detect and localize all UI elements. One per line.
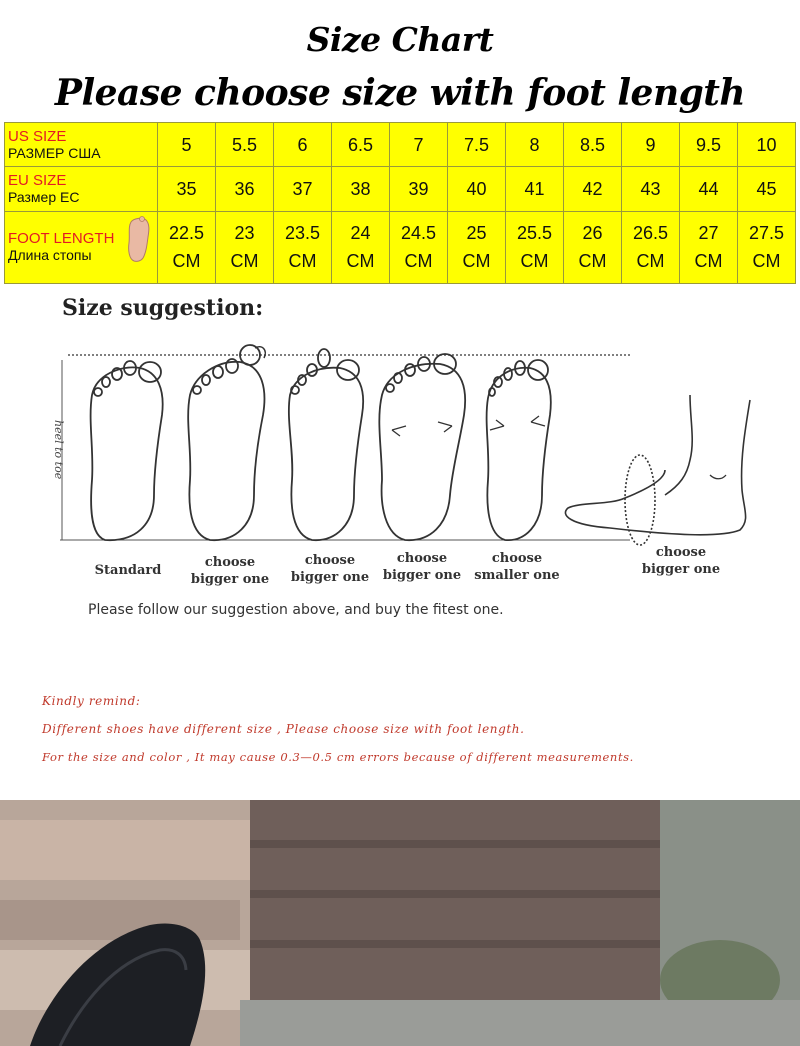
- size-value: 6: [297, 134, 308, 155]
- size-chart-title: Size Chart: [306, 20, 494, 59]
- size-value: 27: [698, 223, 719, 244]
- size-value: 9: [645, 134, 656, 155]
- size-cell: [564, 123, 622, 167]
- size-unit: CM: [694, 251, 723, 272]
- size-value: 44: [698, 179, 719, 200]
- caption-bunion: choose bigger one: [190, 555, 270, 587]
- size-value: 6.5: [347, 134, 374, 155]
- size-cell: [564, 211, 622, 283]
- size-cell: [448, 167, 506, 211]
- size-cell: [332, 123, 390, 167]
- size-value: 10: [756, 134, 777, 155]
- size-cell: [216, 211, 274, 283]
- size-suggestion-title: Size suggestion:: [62, 295, 264, 321]
- size-value: 35: [176, 179, 197, 200]
- shoe-photo-image: [0, 800, 800, 1046]
- size-cell: [738, 123, 796, 167]
- size-unit: CM: [578, 251, 607, 272]
- size-cell: [158, 167, 216, 211]
- caption-wide: choose bigger one: [382, 551, 462, 583]
- size-cell: [390, 211, 448, 283]
- size-value: 27.5: [748, 223, 785, 244]
- size-value: 24: [350, 223, 371, 244]
- row-label-ru: РАЗМЕР США: [8, 144, 101, 161]
- size-table: [4, 122, 796, 284]
- foot-wide-icon: [379, 354, 465, 540]
- row-header: [5, 211, 158, 283]
- size-cell: [216, 167, 274, 211]
- foot-length-row: [5, 211, 796, 283]
- size-cell: [158, 123, 216, 167]
- size-unit: CM: [636, 251, 665, 272]
- size-cell: [738, 211, 796, 283]
- size-unit: CM: [520, 251, 549, 272]
- size-value: 22.5: [168, 223, 205, 244]
- caption-narrow: choose smaller one: [474, 551, 560, 583]
- size-chart-subtitle: Please choose size with foot length: [54, 72, 746, 114]
- caption-high-instep: choose bigger one: [641, 545, 721, 577]
- size-value: 26: [582, 223, 603, 244]
- row-header: [5, 167, 158, 211]
- size-value: 23.5: [284, 223, 321, 244]
- size-value: 36: [234, 179, 255, 200]
- size-cell: [680, 123, 738, 167]
- row-header: [5, 123, 158, 167]
- size-value: 5: [181, 134, 192, 155]
- row-label: US SIZE: [8, 127, 67, 145]
- size-cell: [680, 211, 738, 283]
- size-value: 26.5: [632, 223, 669, 244]
- size-cell: [506, 167, 564, 211]
- size-cell: [332, 211, 390, 283]
- size-cell: [622, 211, 680, 283]
- us-size-row: [5, 123, 796, 167]
- size-value: 38: [350, 179, 371, 200]
- size-cell: [622, 123, 680, 167]
- size-cell: [622, 167, 680, 211]
- size-cell: [390, 167, 448, 211]
- size-cell: [564, 167, 622, 211]
- size-cell: [158, 211, 216, 283]
- follow-suggestion-text: Please follow our suggestion above, and buy the fitest one.: [88, 602, 504, 618]
- size-cell: [274, 211, 332, 283]
- foot-long-toe-icon: [289, 349, 363, 540]
- remind-heading: Kindly remind:: [42, 694, 141, 708]
- size-value: 5.5: [231, 134, 258, 155]
- size-value: 43: [640, 179, 661, 200]
- row-label-ru: Размер ЕС: [8, 189, 80, 206]
- size-value: 23: [234, 223, 255, 244]
- size-cell: [448, 211, 506, 283]
- remind-line-1: Different shoes have different size , Please choose size with foot length.: [42, 722, 525, 736]
- size-value: 40: [466, 179, 487, 200]
- size-unit: CM: [404, 251, 433, 272]
- size-value: 24.5: [400, 223, 437, 244]
- foot-bunion-icon: [188, 345, 265, 540]
- foot-high-instep-icon: [565, 395, 750, 545]
- size-value: 42: [582, 179, 603, 200]
- row-label-ru: Длина стопы: [8, 247, 92, 264]
- foot-standard-icon: [91, 361, 163, 540]
- size-value: 41: [524, 179, 545, 200]
- size-value: 37: [292, 179, 313, 200]
- size-cell: [448, 123, 506, 167]
- size-value: 8.5: [579, 134, 606, 155]
- size-cell: [390, 123, 448, 167]
- size-unit: CM: [346, 251, 375, 272]
- size-unit: CM: [288, 251, 317, 272]
- size-unit: CM: [752, 251, 781, 272]
- foot-sole-icon: [125, 215, 153, 263]
- size-value: 9.5: [695, 134, 722, 155]
- size-unit: CM: [462, 251, 491, 272]
- size-value: 25: [466, 223, 487, 244]
- size-cell: [274, 167, 332, 211]
- size-value: 25.5: [516, 223, 553, 244]
- size-cell: [738, 167, 796, 211]
- size-value: 39: [408, 179, 429, 200]
- eu-size-row: [5, 167, 796, 211]
- row-label: EU SIZE: [8, 172, 67, 190]
- size-cell: [506, 123, 564, 167]
- size-cell: [216, 123, 274, 167]
- size-value: 7.5: [463, 134, 490, 155]
- heel-to-toe-label: heel to toe: [52, 420, 65, 480]
- size-cell: [680, 167, 738, 211]
- size-value: 7: [413, 134, 424, 155]
- size-unit: CM: [230, 251, 259, 272]
- size-cell: [332, 167, 390, 211]
- size-unit: CM: [172, 251, 201, 272]
- remind-line-2: For the size and color , It may cause 0.3—0.5 cm errors because of different measurements.: [42, 750, 634, 764]
- product-photo: [0, 800, 800, 1046]
- size-cell: [506, 211, 564, 283]
- caption-long-toe: choose bigger one: [290, 553, 370, 585]
- size-value: 45: [756, 179, 777, 200]
- row-label: FOOT LENGTH: [8, 230, 115, 248]
- size-cell: [274, 123, 332, 167]
- foot-narrow-icon: [487, 360, 551, 540]
- size-value: 8: [529, 134, 540, 155]
- caption-standard: Standard: [94, 563, 162, 578]
